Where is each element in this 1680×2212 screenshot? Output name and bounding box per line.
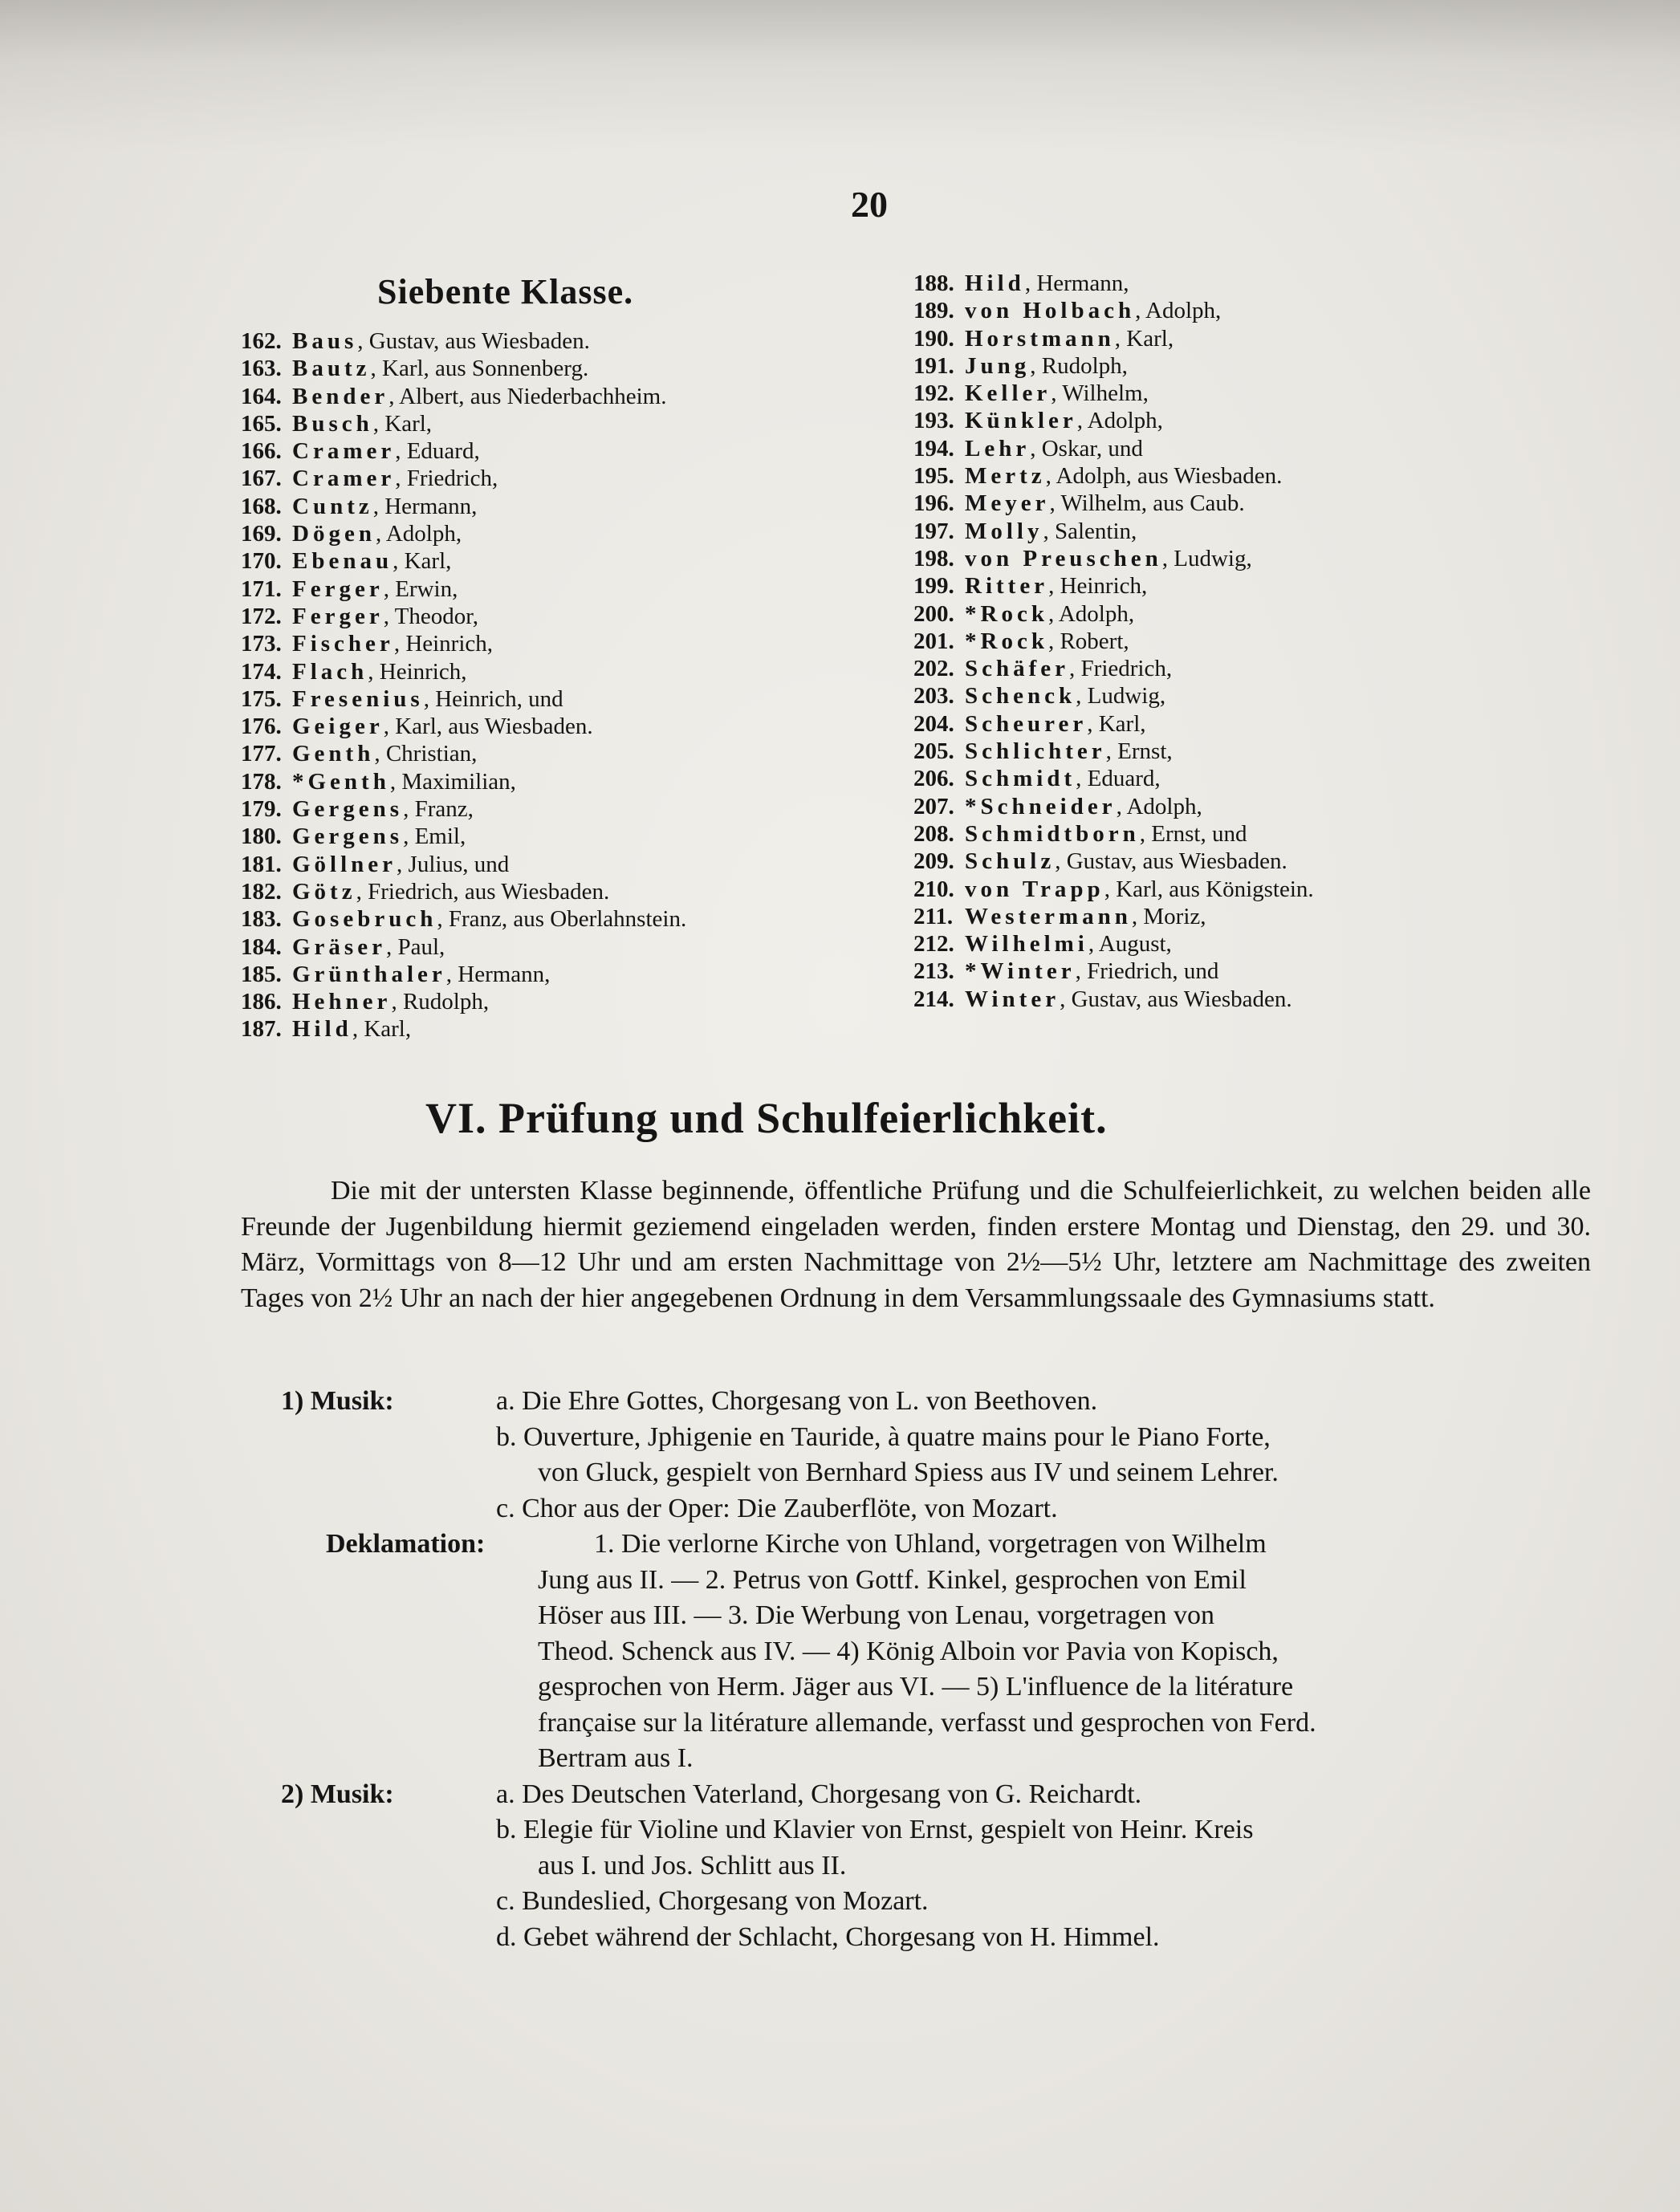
student-surname: Schäfer bbox=[965, 656, 1070, 682]
musik2-item-a: a. Des Deutschen Vaterland, Chorgesang von G. Reichardt. bbox=[496, 1779, 1142, 1809]
student-number: 196. bbox=[913, 490, 954, 517]
student-number: 203. bbox=[913, 683, 954, 710]
student-details: , Karl, bbox=[1114, 325, 1174, 352]
student-surname: von Holbach bbox=[965, 298, 1136, 324]
student-details: , Gustav, aus Wiesbaden. bbox=[1060, 986, 1292, 1012]
student-number: 208. bbox=[913, 820, 954, 847]
student-details: , Franz, aus Oberlahnstein. bbox=[437, 906, 687, 933]
intro-paragraph bbox=[241, 1173, 1591, 1316]
student-number: 173. bbox=[241, 631, 282, 657]
student-surname: Lehr bbox=[965, 435, 1031, 462]
student-number: 164. bbox=[241, 383, 282, 409]
student-details: , Ernst, und bbox=[1139, 820, 1247, 847]
deklamation-line-4: Theod. Schenck aus IV. — 4) König Alboin vor Pavia von Kopisch, bbox=[538, 1636, 1279, 1666]
student-details: , Friedrich, bbox=[1069, 656, 1173, 682]
student-entry bbox=[913, 820, 1572, 848]
student-surname: Dögen bbox=[292, 521, 376, 547]
musik2-item-b-line2: aus I. und Jos. Schlitt aus II. bbox=[538, 1850, 847, 1881]
student-entry bbox=[913, 435, 1572, 462]
student-details: , Wilhelm, bbox=[1051, 380, 1149, 407]
student-details: , Friedrich, aus Wiesbaden. bbox=[356, 878, 610, 905]
student-surname: Meyer bbox=[965, 490, 1050, 517]
student-entry bbox=[913, 793, 1572, 820]
student-entry bbox=[913, 930, 1572, 958]
student-surname: Cramer bbox=[292, 438, 396, 465]
student-entry bbox=[241, 520, 899, 547]
student-entry bbox=[241, 685, 899, 713]
student-number: 184. bbox=[241, 933, 282, 960]
student-entry bbox=[241, 493, 899, 520]
student-entry bbox=[913, 738, 1572, 765]
student-details: , Ernst, bbox=[1105, 738, 1173, 765]
student-number: 181. bbox=[241, 851, 282, 877]
student-surname: Hehner bbox=[292, 989, 392, 1015]
student-details: , Ludwig, bbox=[1076, 683, 1166, 710]
student-surname: Wilhelmi bbox=[965, 931, 1088, 958]
student-number: 178. bbox=[241, 768, 282, 795]
student-number: 186. bbox=[241, 989, 282, 1015]
student-details: , Adolph, bbox=[375, 521, 462, 547]
student-details: , Franz, bbox=[403, 796, 474, 823]
student-details: , Ludwig, bbox=[1161, 545, 1252, 571]
student-details: , Karl, aus Sonnenberg. bbox=[370, 356, 589, 382]
student-number: 190. bbox=[913, 325, 954, 352]
student-entry bbox=[241, 878, 899, 905]
student-entry bbox=[241, 355, 899, 382]
student-surname: Flach bbox=[292, 658, 368, 685]
musik1-label: 1) Musik: bbox=[281, 1386, 394, 1416]
student-surname: Götz bbox=[292, 878, 356, 905]
student-details: , Albert, aus Niederbachheim. bbox=[388, 383, 667, 409]
student-number: 176. bbox=[241, 714, 282, 740]
student-list-left bbox=[241, 327, 899, 1043]
student-details: , Heinrich, bbox=[393, 631, 494, 657]
section-heading: VI. Prüfung und Schulfeierlichkeit. bbox=[425, 1094, 1108, 1142]
student-number: 201. bbox=[913, 628, 954, 654]
student-entry bbox=[241, 410, 899, 437]
student-entry bbox=[913, 490, 1572, 517]
student-number: 194. bbox=[913, 435, 954, 462]
student-surname: Cuntz bbox=[292, 493, 373, 519]
student-number: 210. bbox=[913, 876, 954, 902]
student-surname: Grünthaler bbox=[292, 961, 446, 987]
student-surname: Bender bbox=[292, 383, 389, 409]
student-entry bbox=[241, 465, 899, 492]
student-details: , Eduard, bbox=[1076, 766, 1161, 792]
student-surname: Ritter bbox=[965, 573, 1049, 600]
student-details: , Christian, bbox=[374, 741, 478, 767]
student-number: 195. bbox=[913, 463, 954, 490]
student-details: , Karl, bbox=[1087, 710, 1146, 737]
student-details: , Wilhelm, aus Caub. bbox=[1049, 490, 1245, 517]
student-entry bbox=[241, 327, 899, 355]
student-entry bbox=[913, 270, 1572, 297]
student-surname: Keller bbox=[965, 380, 1052, 407]
student-entry bbox=[241, 905, 899, 933]
student-surname: Westermann bbox=[965, 903, 1132, 929]
student-surname: *Winter bbox=[965, 958, 1076, 985]
student-details: , Theodor, bbox=[383, 603, 479, 629]
student-surname: Busch bbox=[292, 410, 373, 437]
student-surname: Schmidtborn bbox=[965, 820, 1140, 847]
student-number: 180. bbox=[241, 823, 282, 850]
student-entry bbox=[913, 903, 1572, 930]
student-surname: Mertz bbox=[965, 463, 1046, 490]
student-entry bbox=[913, 628, 1572, 655]
student-surname: *Genth bbox=[292, 768, 390, 795]
student-entry bbox=[913, 986, 1572, 1013]
deklamation-line-7: Bertram aus I. bbox=[538, 1743, 694, 1773]
student-number: 179. bbox=[241, 796, 282, 823]
student-number: 183. bbox=[241, 906, 282, 933]
student-details: , Adolph, aus Wiesbaden. bbox=[1045, 463, 1283, 490]
page-number: 20 bbox=[851, 184, 888, 225]
student-surname: Hild bbox=[292, 1016, 352, 1043]
student-entry bbox=[913, 325, 1572, 352]
student-details: , Eduard, bbox=[395, 438, 480, 465]
student-surname: *Rock bbox=[965, 600, 1048, 627]
student-details: , Heinrich, bbox=[368, 658, 467, 685]
student-number: 182. bbox=[241, 878, 282, 905]
student-surname: Fischer bbox=[292, 631, 394, 657]
student-entry bbox=[241, 437, 899, 465]
student-number: 174. bbox=[241, 658, 282, 685]
student-number: 189. bbox=[913, 298, 954, 324]
student-details: , Adolph, bbox=[1047, 600, 1135, 627]
musik2-item-d: d. Gebet während der Schlacht, Chorgesang von H. Himmel. bbox=[496, 1921, 1160, 1952]
musik1-item-c: c. Chor aus der Oper: Die Zauberflöte, von Mozart. bbox=[496, 1493, 1058, 1523]
student-details: , Friedrich, bbox=[395, 466, 498, 492]
musik1-item-b-line2: von Gluck, gespielt von Bernhard Spiess aus IV und seinem Lehrer. bbox=[538, 1458, 1279, 1487]
student-surname: Bautz bbox=[292, 356, 371, 382]
student-surname: Göllner bbox=[292, 851, 397, 877]
student-surname: Gergens bbox=[292, 823, 404, 850]
student-details: , Hermann, bbox=[1024, 270, 1129, 296]
student-surname: Scheurer bbox=[965, 710, 1088, 737]
student-details: , Emil, bbox=[403, 823, 466, 850]
student-details: , Adolph, bbox=[1135, 298, 1222, 324]
student-entry bbox=[241, 630, 899, 657]
student-surname: Schmidt bbox=[965, 766, 1076, 792]
student-number: 213. bbox=[913, 958, 954, 985]
student-details: , Karl, aus Königstein. bbox=[1104, 876, 1314, 902]
student-number: 211. bbox=[913, 903, 954, 929]
deklamation-line-5: gesprochen von Herm. Jäger aus VI. — 5) L'influence de la litérature bbox=[538, 1672, 1294, 1702]
student-number: 163. bbox=[241, 356, 282, 382]
intro-text: Die mit der untersten Klasse beginnende, öffentliche Prüfung und die Schulfeierlichkeit, zu welchen beiden alle Freunde der Jugenbildung hiermit geziemend eingeladen werden, finden erstere Montag und Dienstag, den 29. und 30. März, Vormittags von 8—12 Uhr und am ersten Nachmittage von 2½—5½ Uhr, letztere am Nachmittage des zweiten Tages von 2½ Uhr an nach der hier angegebenen Ordnung in dem Versammlungssaale des Gymnasiums statt. bbox=[241, 1176, 1591, 1313]
student-surname: Fresenius bbox=[292, 685, 424, 712]
musik1-item-b-line1: b. Ouverture, Jphigenie en Tauride, à quatre mains pour le Piano Forte, bbox=[496, 1421, 1271, 1452]
student-entry bbox=[241, 961, 899, 988]
student-surname: Molly bbox=[965, 518, 1043, 544]
student-details: , Heinrich, bbox=[1048, 573, 1148, 600]
student-number: 204. bbox=[913, 710, 954, 737]
student-surname: Künkler bbox=[965, 408, 1077, 434]
student-number: 199. bbox=[913, 573, 954, 600]
student-details: , Karl, bbox=[372, 410, 433, 437]
student-details: , Gustav, aus Wiesbaden. bbox=[1055, 848, 1287, 875]
student-details: , Paul, bbox=[385, 933, 445, 960]
deklamation-label: Deklamation: bbox=[326, 1529, 486, 1559]
student-number: 177. bbox=[241, 741, 282, 767]
student-entry bbox=[241, 575, 899, 603]
student-number: 175. bbox=[241, 685, 282, 712]
student-surname: Ferger bbox=[292, 575, 384, 602]
student-number: 169. bbox=[241, 521, 282, 547]
student-number: 168. bbox=[241, 493, 282, 519]
musik2-item-c: c. Bundeslied, Chorgesang von Mozart. bbox=[496, 1886, 929, 1916]
student-entry bbox=[913, 600, 1572, 628]
student-details: , Robert, bbox=[1047, 628, 1129, 654]
student-number: 206. bbox=[913, 766, 954, 792]
student-details: , August, bbox=[1088, 931, 1172, 958]
student-number: 187. bbox=[241, 1016, 282, 1043]
student-entry bbox=[241, 988, 899, 1015]
student-entry bbox=[241, 1015, 899, 1043]
student-surname: Ferger bbox=[292, 603, 384, 629]
student-entry bbox=[913, 545, 1572, 572]
student-details: , Karl, bbox=[352, 1016, 412, 1043]
student-number: 188. bbox=[913, 270, 954, 296]
student-number: 202. bbox=[913, 656, 954, 682]
student-number: 166. bbox=[241, 438, 282, 465]
student-details: , Gustav, aus Wiesbaden. bbox=[357, 328, 590, 354]
student-entry bbox=[913, 655, 1572, 682]
student-entry bbox=[913, 380, 1572, 407]
student-number: 162. bbox=[241, 328, 282, 354]
student-details: , Moriz, bbox=[1131, 903, 1206, 929]
student-entry bbox=[913, 407, 1572, 434]
student-entry bbox=[913, 572, 1572, 600]
student-surname: von Preuschen bbox=[965, 545, 1162, 571]
student-entry bbox=[913, 682, 1572, 710]
student-entry bbox=[913, 462, 1572, 490]
student-number: 191. bbox=[913, 352, 954, 379]
student-number: 170. bbox=[241, 548, 282, 575]
student-surname: Gergens bbox=[292, 796, 404, 823]
student-details: , Oskar, und bbox=[1030, 435, 1143, 462]
student-details: , Heinrich, und bbox=[423, 685, 563, 712]
student-entry bbox=[913, 848, 1572, 875]
student-number: 207. bbox=[913, 793, 954, 819]
student-number: 167. bbox=[241, 466, 282, 492]
student-number: 165. bbox=[241, 410, 282, 437]
student-number: 193. bbox=[913, 408, 954, 434]
student-surname: Jung bbox=[965, 352, 1031, 379]
deklamation-line-3: Höser aus III. — 3. Die Werbung von Lenau, vorgetragen von bbox=[538, 1600, 1214, 1630]
student-entry bbox=[241, 851, 899, 878]
student-surname: von Trapp bbox=[965, 876, 1104, 902]
student-surname: Schenck bbox=[965, 683, 1076, 710]
musik2-item-b-line1: b. Elegie für Violine und Klavier von Ernst, gespielt von Heinr. Kreis bbox=[496, 1815, 1254, 1844]
student-surname: Gräser bbox=[292, 933, 386, 960]
student-entry bbox=[913, 518, 1572, 545]
student-number: 214. bbox=[913, 986, 954, 1012]
student-surname: Winter bbox=[965, 986, 1060, 1012]
student-entry bbox=[913, 297, 1572, 324]
student-surname: Gosebruch bbox=[292, 906, 437, 933]
student-surname: *Rock bbox=[965, 628, 1048, 654]
class-heading: Siebente Klasse. bbox=[377, 272, 634, 311]
student-entry bbox=[241, 383, 899, 410]
student-number: 197. bbox=[913, 518, 954, 544]
student-entry bbox=[241, 795, 899, 823]
student-number: 209. bbox=[913, 848, 954, 875]
student-entry bbox=[241, 603, 899, 630]
student-surname: Hild bbox=[965, 270, 1025, 296]
student-surname: Horstmann bbox=[965, 325, 1115, 352]
musik1-item-a: a. Die Ehre Gottes, Chorgesang von L. von Beethoven. bbox=[496, 1386, 1098, 1416]
student-entry bbox=[241, 713, 899, 740]
student-entry bbox=[241, 768, 899, 795]
student-details: , Hermann, bbox=[372, 493, 478, 519]
student-number: 192. bbox=[913, 380, 954, 407]
student-entry bbox=[241, 933, 899, 961]
student-number: 198. bbox=[913, 545, 954, 571]
student-list-right bbox=[913, 270, 1572, 1013]
student-surname: Schlichter bbox=[965, 738, 1106, 765]
student-details: , Karl, aus Wiesbaden. bbox=[383, 714, 593, 740]
student-details: , Adolph, bbox=[1076, 408, 1163, 434]
student-entry bbox=[913, 352, 1572, 380]
student-surname: Baus bbox=[292, 328, 358, 354]
student-surname: Schulz bbox=[965, 848, 1056, 875]
student-details: , Rudolph, bbox=[1030, 352, 1128, 379]
student-number: 172. bbox=[241, 603, 282, 629]
student-entry bbox=[241, 658, 899, 685]
student-surname: *Schneider bbox=[965, 793, 1117, 819]
student-number: 205. bbox=[913, 738, 954, 765]
student-details: , Hermann, bbox=[445, 961, 551, 987]
student-entry bbox=[241, 547, 899, 575]
student-details: , Salentin, bbox=[1043, 518, 1137, 544]
student-number: 185. bbox=[241, 961, 282, 987]
student-surname: Cramer bbox=[292, 466, 396, 492]
student-details: , Rudolph, bbox=[391, 989, 490, 1015]
student-entry bbox=[241, 823, 899, 850]
student-number: 171. bbox=[241, 575, 282, 602]
student-number: 212. bbox=[913, 931, 954, 958]
deklamation-line-6: française sur la litérature allemande, verfasst und gesprochen von Ferd. bbox=[538, 1707, 1316, 1738]
student-number: 200. bbox=[913, 600, 954, 627]
student-entry bbox=[913, 958, 1572, 985]
student-entry bbox=[913, 710, 1572, 738]
student-details: , Adolph, bbox=[1116, 793, 1202, 819]
student-surname: Genth bbox=[292, 741, 375, 767]
student-entry bbox=[913, 876, 1572, 903]
student-entry bbox=[913, 765, 1572, 792]
deklamation-line-2: Jung aus II. — 2. Petrus von Gottf. Kinkel, gesprochen von Emil bbox=[538, 1564, 1247, 1595]
student-details: , Maximilian, bbox=[389, 768, 516, 795]
student-surname: Ebenau bbox=[292, 548, 393, 575]
student-details: , Julius, und bbox=[397, 851, 510, 877]
student-surname: Geiger bbox=[292, 714, 384, 740]
student-entry bbox=[241, 740, 899, 767]
paper-stain bbox=[0, 0, 1680, 152]
deklamation-line-1: 1. Die verlorne Kirche von Uhland, vorgetragen von Wilhelm bbox=[594, 1529, 1267, 1559]
musik2-label: 2) Musik: bbox=[281, 1779, 394, 1809]
student-details: , Friedrich, und bbox=[1075, 958, 1219, 985]
student-details: , Karl, bbox=[393, 548, 452, 575]
student-details: , Erwin, bbox=[383, 575, 458, 602]
